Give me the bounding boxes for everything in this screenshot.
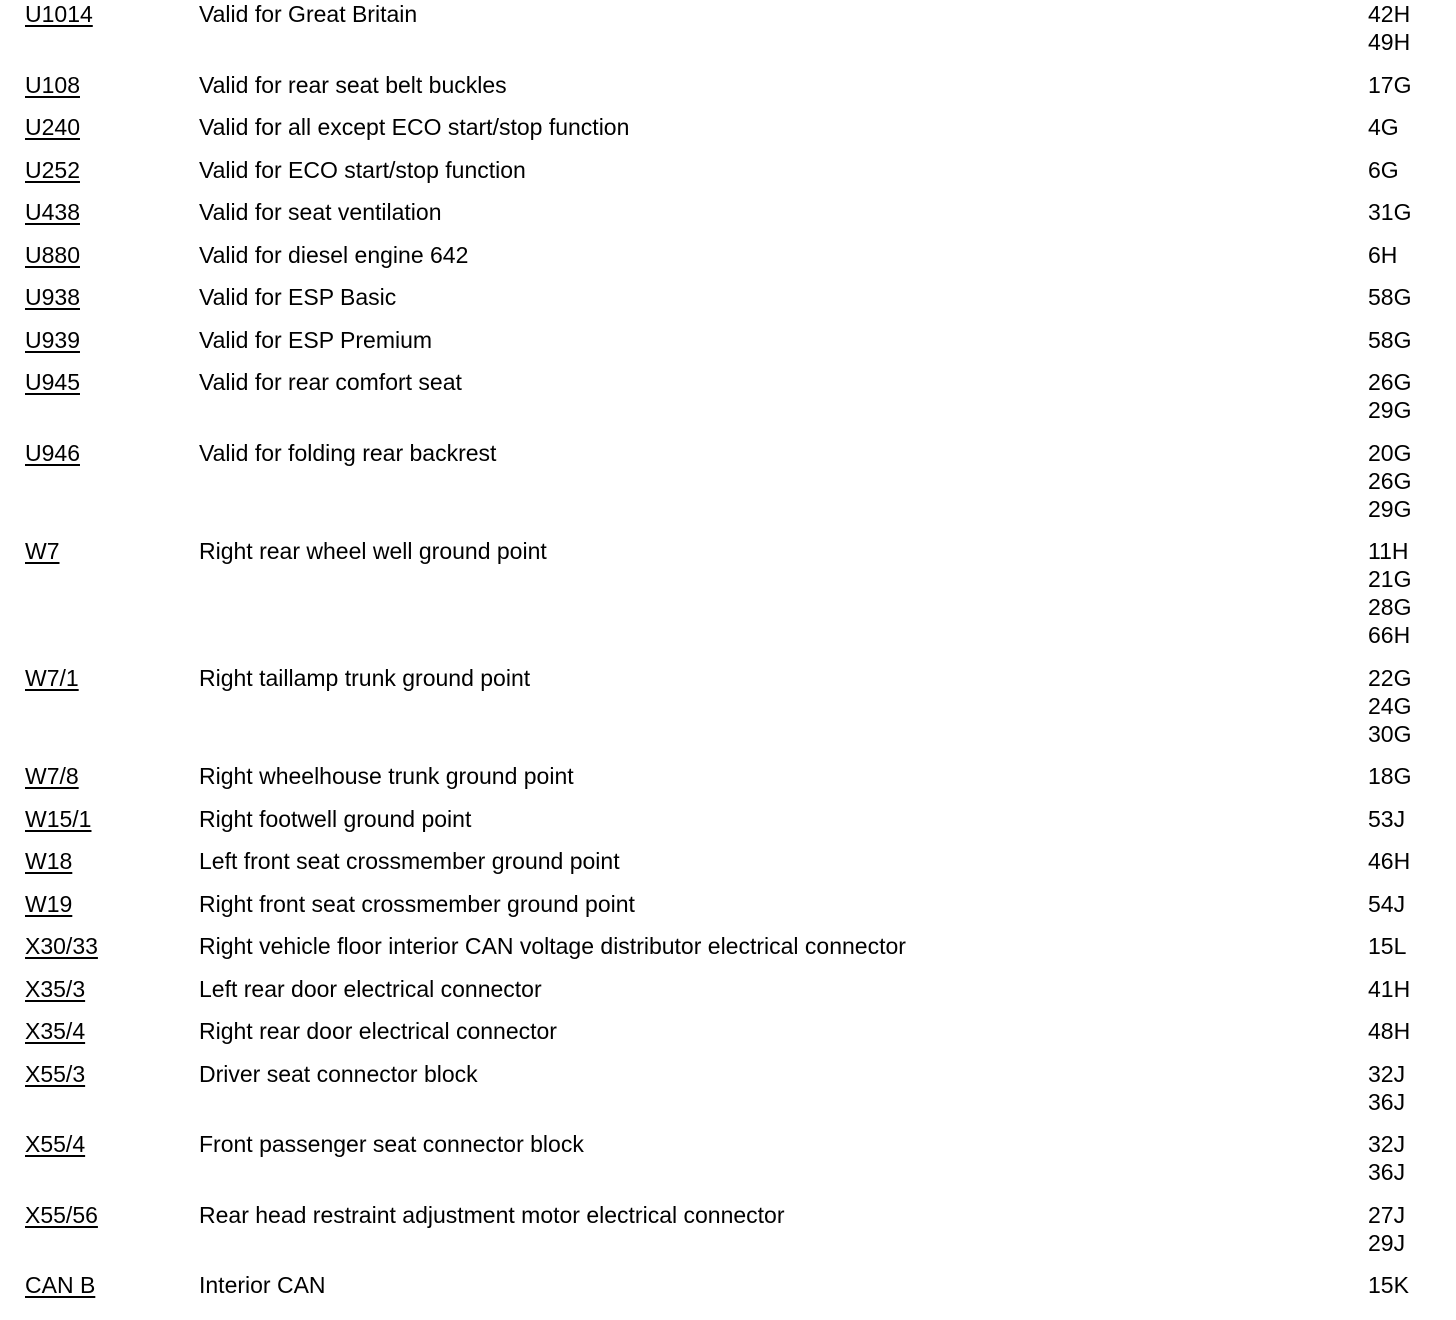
- component-code-link[interactable]: U939: [25, 326, 80, 353]
- component-description: Valid for seat ventilation: [199, 199, 442, 225]
- grid-reference: 48H: [1368, 1018, 1411, 1044]
- grid-reference: 15L: [1368, 933, 1407, 959]
- component-code-link[interactable]: U946: [25, 439, 80, 466]
- grid-reference: 29J: [1368, 1229, 1406, 1256]
- grid-reference: 36J: [1368, 1088, 1406, 1115]
- grid-references: [1368, 932, 1438, 960]
- component-description: Right vehicle floor interior CAN voltage distributor electrical connector: [199, 933, 906, 959]
- legend-row: [0, 1060, 1456, 1116]
- component-code-link[interactable]: W7: [25, 538, 60, 564]
- component-description: Valid for diesel engine 642: [199, 241, 469, 268]
- grid-references: [1368, 198, 1438, 226]
- grid-references: [1368, 241, 1438, 269]
- grid-references: [1368, 805, 1438, 833]
- component-code-link[interactable]: U252: [25, 156, 80, 183]
- component-description: Valid for all except ECO start/stop function: [199, 114, 630, 140]
- legend-row: [0, 1130, 1456, 1186]
- component-code-link[interactable]: W19: [25, 890, 73, 917]
- component-description: Right wheelhouse trunk ground point: [199, 763, 574, 789]
- component-description: Front passenger seat connector block: [199, 1131, 584, 1157]
- grid-reference: 58G: [1368, 326, 1412, 353]
- component-description: Valid for Great Britain: [199, 1, 418, 27]
- grid-reference: 54J: [1368, 890, 1406, 917]
- component-description: Valid for ECO start/stop function: [199, 156, 526, 183]
- grid-reference: 32J: [1368, 1060, 1406, 1087]
- grid-reference: 66H: [1368, 622, 1411, 648]
- component-description: Valid for ESP Basic: [199, 284, 397, 310]
- component-code-link[interactable]: U108: [25, 71, 80, 98]
- component-description: Right rear door electrical connector: [199, 1018, 557, 1044]
- component-description: Left rear door electrical connector: [199, 975, 542, 1002]
- component-code-link[interactable]: X35/3: [25, 975, 86, 1002]
- grid-references: [1368, 439, 1438, 523]
- legend-row: [0, 537, 1456, 649]
- grid-reference: 22G: [1368, 664, 1412, 691]
- grid-reference: 18G: [1368, 763, 1412, 789]
- grid-reference: 32J: [1368, 1131, 1406, 1157]
- component-code-link[interactable]: W7/8: [25, 763, 79, 789]
- grid-references: [1368, 283, 1438, 311]
- component-description: Left front seat crossmember ground point: [199, 848, 620, 874]
- grid-references: [1368, 326, 1438, 354]
- grid-references: [1368, 847, 1438, 875]
- legend-row: [0, 932, 1456, 960]
- grid-references: [1368, 1017, 1438, 1045]
- legend-row: [0, 847, 1456, 875]
- grid-references: [1368, 113, 1438, 141]
- component-code-link[interactable]: W15/1: [25, 805, 92, 832]
- grid-reference: 49H: [1368, 29, 1411, 55]
- legend-row: [0, 439, 1456, 523]
- grid-references: [1368, 537, 1438, 649]
- legend-row: [0, 975, 1456, 1003]
- grid-reference: 30G: [1368, 720, 1412, 747]
- grid-references: [1368, 71, 1438, 99]
- component-code-link[interactable]: W7/1: [25, 664, 79, 691]
- grid-reference: 21G: [1368, 566, 1412, 592]
- grid-references: [1368, 664, 1438, 748]
- component-code-link[interactable]: X35/4: [25, 1018, 86, 1044]
- grid-reference: 11H: [1368, 538, 1409, 564]
- legend-row: [0, 156, 1456, 184]
- component-code-link[interactable]: U438: [25, 199, 80, 225]
- legend-row: [0, 0, 1456, 56]
- grid-reference: 28G: [1368, 594, 1412, 620]
- component-code-link[interactable]: X30/33: [25, 933, 98, 959]
- grid-reference: 41H: [1368, 975, 1411, 1002]
- grid-reference: 46H: [1368, 848, 1411, 874]
- component-description: Valid for folding rear backrest: [199, 439, 497, 466]
- grid-reference: 26G: [1368, 369, 1412, 395]
- component-description: Right footwell ground point: [199, 805, 472, 832]
- grid-reference: 42H: [1368, 1, 1411, 27]
- grid-reference: 6G: [1368, 156, 1399, 183]
- component-code-link[interactable]: U1014: [25, 1, 93, 27]
- legend-row: [0, 1201, 1456, 1257]
- grid-references: [1368, 1060, 1438, 1116]
- grid-reference: 36J: [1368, 1159, 1406, 1185]
- legend-row: [0, 326, 1456, 354]
- legend-row: [0, 283, 1456, 311]
- component-description: Driver seat connector block: [199, 1060, 478, 1087]
- component-description: Interior CAN: [199, 1272, 326, 1298]
- component-description: Valid for rear comfort seat: [199, 369, 462, 395]
- legend-row: [0, 762, 1456, 790]
- component-description: Rear head restraint adjustment motor electrical connector: [199, 1201, 785, 1228]
- grid-reference: 6H: [1368, 241, 1398, 268]
- component-code-link[interactable]: U938: [25, 284, 80, 310]
- legend-row: [0, 890, 1456, 918]
- grid-reference: 29G: [1368, 495, 1412, 522]
- grid-reference: 58G: [1368, 284, 1412, 310]
- legend-row: [0, 1017, 1456, 1045]
- legend-row: [0, 198, 1456, 226]
- grid-reference: 24G: [1368, 692, 1412, 719]
- legend-row: [0, 113, 1456, 141]
- legend-row: [0, 805, 1456, 833]
- legend-row: [0, 241, 1456, 269]
- grid-reference: 17G: [1368, 71, 1412, 98]
- grid-reference: 15K: [1368, 1272, 1409, 1298]
- component-description: Valid for rear seat belt buckles: [199, 71, 507, 98]
- component-code-link[interactable]: U240: [25, 114, 80, 140]
- grid-references: [1368, 0, 1438, 56]
- component-code-link[interactable]: U880: [25, 241, 80, 268]
- legend-row: [0, 368, 1456, 424]
- grid-reference: 4G: [1368, 114, 1399, 140]
- component-code-link[interactable]: X55/56: [25, 1201, 98, 1228]
- grid-reference: 31G: [1368, 199, 1412, 225]
- component-code-link[interactable]: X55/4: [25, 1131, 86, 1157]
- component-code-link[interactable]: X55/3: [25, 1060, 86, 1087]
- grid-reference: 29G: [1368, 397, 1412, 423]
- legend-row: [0, 71, 1456, 99]
- grid-reference: 53J: [1368, 805, 1406, 832]
- component-code-link[interactable]: CAN B: [25, 1272, 96, 1298]
- grid-references: [1368, 368, 1438, 424]
- component-code-link[interactable]: U945: [25, 369, 80, 395]
- component-description: Valid for ESP Premium: [199, 326, 433, 353]
- component-code-link[interactable]: W18: [25, 848, 73, 874]
- component-description: Right taillamp trunk ground point: [199, 664, 531, 691]
- grid-references: [1368, 762, 1438, 790]
- grid-references: [1368, 1271, 1438, 1299]
- component-description: Right rear wheel well ground point: [199, 538, 547, 564]
- component-description: Right front seat crossmember ground point: [199, 890, 635, 917]
- grid-reference: 27J: [1368, 1201, 1406, 1228]
- grid-references: [1368, 1201, 1438, 1257]
- legend-row: [0, 664, 1456, 748]
- legend-row: [0, 1271, 1456, 1299]
- grid-references: [1368, 975, 1438, 1003]
- grid-references: [1368, 156, 1438, 184]
- grid-references: [1368, 890, 1438, 918]
- grid-reference: 20G: [1368, 439, 1412, 466]
- grid-references: [1368, 1130, 1438, 1186]
- grid-reference: 26G: [1368, 467, 1412, 494]
